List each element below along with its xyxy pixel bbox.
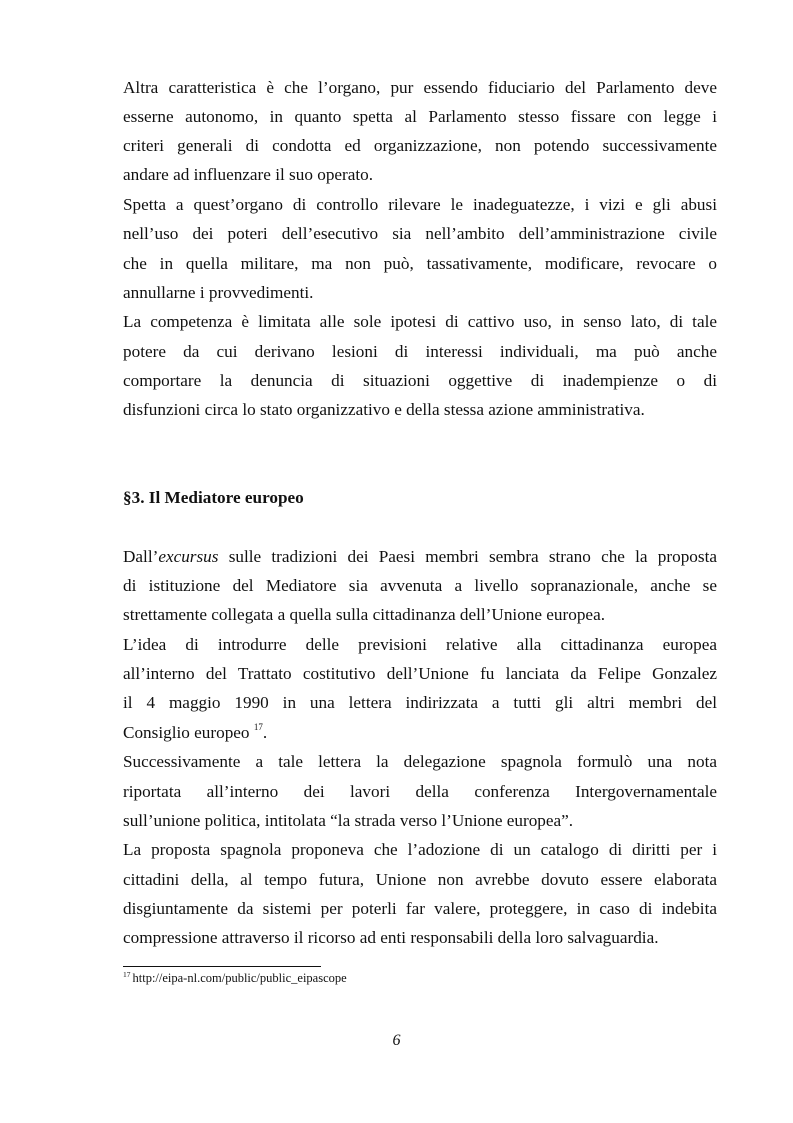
paragraph-line: disfunzioni circa lo stato organizzativo e della stessa azione amministrativa. [123,400,645,419]
paragraph-line: comportare la denuncia di situazioni oggettive di inadempienze o di [123,371,717,390]
paragraph-line: La proposta spagnola proponeva che l’adozione di un catalogo di diritti per i [123,840,717,859]
footnote-number: 17 [123,970,131,979]
paragraph-text: Consiglio europeo [123,723,254,742]
paragraph-line: potere da cui derivano lesioni di interessi individuali, ma può anche [123,342,717,361]
paragraph-line: Spetta a quest’organo di controllo rilevare le inadeguatezze, i vizi e gli abusi [123,195,717,214]
paragraph-text: . [262,723,268,742]
paragraph-line: Successivamente a tale lettera la delegazione spagnola formulò una nota [123,752,717,771]
paragraph-line: di istituzione del Mediatore sia avvenuta a livello sopranazionale, anche se [123,576,717,595]
footnote [123,971,347,986]
footnote-reference[interactable]: 17 [253,722,263,732]
paragraph-line: disgiuntamente da sistemi per poterli far valere, proteggere, in caso di indebita [123,899,717,918]
paragraph-line: strettamente collegata a quella sulla cittadinanza dell’Unione europea. [123,605,605,624]
footnote-divider [123,966,321,967]
paragraph-line: criteri generali di condotta ed organizzazione, non potendo successivamente [123,136,717,155]
paragraph-line: nell’uso dei poteri dell’esecutivo sia nell’ambito dell’amministrazione civile [123,224,717,243]
paragraph-line: cittadini della, al tempo futura, Unione non avrebbe dovuto essere elaborata [123,870,717,889]
paragraph-line: che in quella militare, ma non può, tassativamente, modificare, revocare o [123,254,717,273]
section-heading: §3. Il Mediatore europeo [123,488,304,507]
paragraph-line: sull’unione politica, intitolata “la strada verso l’Unione europea”. [123,811,574,830]
paragraph-line [123,724,267,741]
paragraph-line: La competenza è limitata alle sole ipotesi di cattivo uso, in senso lato, di tale [123,312,717,331]
page-number: 6 [392,1032,401,1049]
paragraph-line: riportata all’interno dei lavori della conferenza Intergovernamentale [123,782,717,801]
paragraph-line: all’interno del Trattato costitutivo dell’Unione fu lanciata da Felipe Gonzalez [123,664,717,683]
paragraph-line: il 4 maggio 1990 in una lettera indirizzata a tutti gli altri membri del [123,693,717,712]
footnote-link[interactable]: http://eipa-nl.com/public/public_eipascope [132,971,347,985]
paragraph-line: L’idea di introdurre delle previsioni relative alla cittadinanza europea [123,635,717,654]
paragraph-text: Dall’ [123,547,159,566]
paragraph-text: sulle tradizioni dei Paesi membri sembra strano che la proposta [218,547,717,566]
paragraph-line [123,548,717,565]
paragraph-line: andare ad influenzare il suo operato. [123,165,374,184]
italic-term: excursus [158,547,219,566]
paragraph-line: compressione attraverso il ricorso ad enti responsabili della loro salvaguardia. [123,928,659,947]
paragraph-line: annullarne i provvedimenti. [123,283,314,302]
paragraph-line: esserne autonomo, in quanto spetta al Parlamento stesso fissare con legge i [123,107,717,126]
paragraph-line: Altra caratteristica è che l’organo, pur essendo fiduciario del Parlamento deve [123,78,717,97]
